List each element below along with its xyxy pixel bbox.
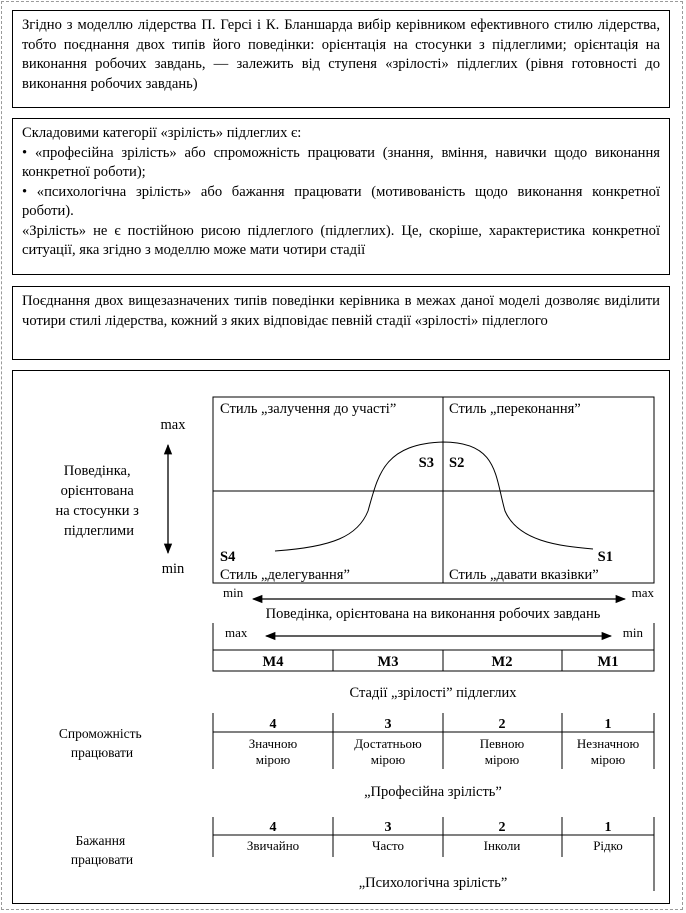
x-axis-max: max	[631, 585, 654, 600]
stage-s1: S1	[597, 549, 613, 565]
maturity-axis-max: max	[225, 625, 248, 640]
maturity-bullet-professional: • «професійна зрілість» або спроможність працювати (знання, вміння, навички щодо виконання конкретної роботи);	[22, 144, 660, 180]
stage-s3: S3	[418, 455, 434, 471]
maturity-m3: M3	[377, 654, 399, 670]
model-intro-text: Згідно з моделлю лідерства П. Герсі і К. Бланшарда вибір керівником ефективного стилю лідерства, тобто поєднання двох типів його поведінки: орієнтація на стосунки з підлеглими; орієнтація на виконання робочих завдань, — залежить від ступеня «зрілості» підлеглих (рівня готовності до виконання робочих завдань)	[22, 17, 660, 92]
quadrant-grid	[213, 397, 654, 583]
ability-caption: „Професійна зрілість”	[364, 784, 502, 800]
y-axis-min: min	[161, 561, 185, 577]
maturity-m4: M4	[262, 654, 284, 670]
ability-num-1: 1	[604, 717, 612, 732]
x-axis-min: min	[223, 585, 244, 600]
willingness-value-1: Рідко	[593, 838, 623, 853]
ability-value-4: Значною мірою	[248, 736, 298, 767]
ability-label: Спроможність працювати	[58, 726, 142, 760]
quadrant-bottom-left-label: Стиль „делегування”	[220, 567, 350, 583]
y-axis-max: max	[160, 417, 186, 433]
stage-s2: S2	[449, 455, 465, 471]
willingness-value-3: Часто	[372, 838, 404, 853]
maturity-m2: M2	[491, 654, 513, 670]
quadrant-top-right-label: Стиль „переконання”	[449, 401, 581, 417]
leadership-curve	[275, 442, 593, 551]
four-styles-text: Поєднання двох вищезазначених типів поведінки керівника в межах даної моделі дозволяє виділити чотири стилі лідерства, кожний з яких відповідає певній стадії «зрілості» підлеглого	[22, 293, 660, 329]
leadership-diagram	[13, 371, 669, 903]
maturity-bullet-psychological: • «психологічна зрілість» або бажання працювати (мотивованість щодо виконання конкретної роботи).	[22, 183, 660, 219]
quadrant-bottom-right-label: Стиль „давати вказівки”	[449, 567, 599, 583]
maturity-intro: Складовими категорії «зрілість» підлеглих є:	[22, 125, 302, 141]
maturity-outro: «Зрілість» не є постійною рисою підлеглого (підлеглих). Це, скоріше, характеристика конкретної ситуації, яка згідно з моделлю може мати чотири стадії	[22, 222, 660, 258]
quadrant-top-left-label: Стиль „залучення до участі”	[220, 401, 397, 417]
text-box-model-intro	[12, 10, 670, 108]
ability-num-3: 3	[384, 717, 392, 732]
ability-value-2: Певною мірою	[479, 736, 525, 767]
ability-value-3: Достатньою мірою	[354, 736, 422, 767]
ability-value-1: Незначною мірою	[576, 736, 640, 767]
ability-num-4: 4	[269, 717, 277, 732]
text-box-maturity-components	[12, 118, 670, 275]
willingness-caption: „Психологічна зрілість”	[358, 875, 508, 891]
stage-s4: S4	[220, 549, 236, 565]
maturity-axis-min: min	[622, 625, 643, 640]
willingness-num-1: 1	[604, 820, 612, 835]
maturity-title: Стадії „зрілості” підлеглих	[349, 685, 517, 701]
maturity-m1: M1	[597, 654, 619, 670]
willingness-num-3: 3	[384, 820, 392, 835]
ability-num-2: 2	[498, 717, 506, 732]
willingness-num-4: 4	[269, 820, 277, 835]
diagram-box	[12, 370, 670, 904]
y-axis-label: Поведінка, орієнтована на стосунки з підлеглими	[55, 463, 139, 539]
willingness-value-4: Звичайно	[246, 838, 300, 853]
text-box-four-styles	[12, 286, 670, 360]
x-axis-label: Поведінка, орієнтована на виконання робочих завдань	[265, 606, 601, 622]
willingness-num-2: 2	[498, 820, 506, 835]
willingness-value-2: Інколи	[483, 838, 521, 853]
willingness-label: Бажання працювати	[70, 833, 134, 867]
